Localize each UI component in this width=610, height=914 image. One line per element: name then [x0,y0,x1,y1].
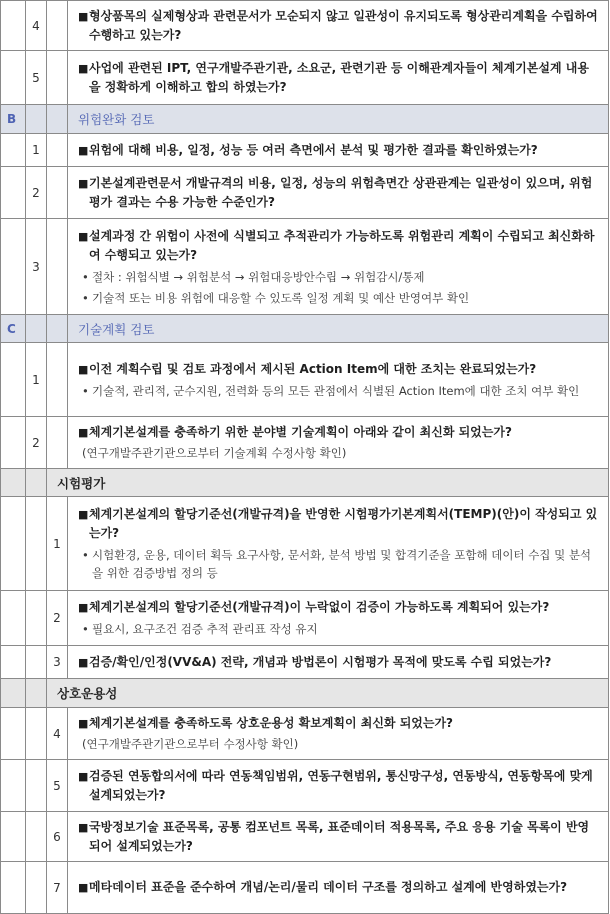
subsection-header-row [1,469,609,497]
item-number: 2 [26,167,47,219]
question: ■ 메타데이터 표준을 준수하여 개념/논리/물리 데이터 구조를 정의하고 설계에 반영하였는가? [78,880,568,894]
table-row [1,812,609,862]
section-letter: C [1,315,26,343]
subsection-title: 상호운용성 [47,679,609,708]
item-number: 3 [47,646,68,679]
table-row [1,862,609,914]
item-number: 5 [26,51,47,105]
question: ■ 형상품목의 실제형상과 관련문서가 모순되지 않고 일관성이 유지되도록 형상관리계획을 수립하여 수행하고 있는가? [78,8,598,42]
item-number: 1 [47,497,68,591]
section-header-row [1,315,609,343]
question: ■ 국방정보기술 표준목록, 공통 컴포넌트 목록, 표준데이터 적용목록, 주요 응용 기술 목록이 반영되어 설계되었는가? [78,819,590,853]
question: ■ 검증/확인/인정(VV&A) 전략, 개념과 방법론이 시험평가 목적에 맞도록 수립 되었는가? [78,654,552,669]
question: ■ 체계기본설계를 충족하기 위한 분야별 기술계획이 아래와 같이 최신화 되었는가? [78,425,512,439]
table-row [1,167,609,219]
item-number: 5 [47,760,68,812]
item-number: 4 [47,708,68,760]
question: ■ 체계기본설계를 충족하도록 상호운용성 확보계획이 최신화 되었는가? [78,716,454,730]
bullet-item: • 시험환경, 운용, 데이터 획득 요구사항, 문서화, 분석 방법 및 합격기준을 포함해 데이터 수집 및 분석을 위한 검증방법 정의 등 [82,548,592,580]
table-row [1,646,609,679]
item-number: 4 [26,1,47,51]
section-title: 기술계획 검토 [68,315,609,343]
table-row [1,497,609,591]
question: ■ 기본설계관련문서 개발규격의 비용, 일정, 성능의 위험측면간 상관관계는 일관성이 있으며, 위험평가 결과는 수용 가능한 수준인가? [78,175,593,209]
table-row [1,343,609,417]
bullet-item: • 기술적 또는 비용 위험에 대응할 수 있도록 일정 계획 및 예산 반영여부 확인 [82,290,470,305]
note: (연구개발주관기관으로부터 수정사항 확인) [82,737,299,751]
section-title: 위험완화 검토 [68,105,609,134]
table-row [1,591,609,646]
question: ■ 이전 계획수립 및 검토 과정에서 제시된 Action Item에 대한 조치는 완료되었는가? [78,361,537,376]
bullet-item: • 필요시, 요구조건 검증 추적 관리표 작성 유지 [82,622,318,636]
bullet-item: • 기술적, 관리적, 군수지원, 전력화 등의 모든 관점에서 식별된 Action Item에 대한 조치 여부 확인 [82,383,580,398]
item-number: 1 [26,134,47,167]
table-row [1,51,609,105]
table-row [1,708,609,760]
question: ■ 사업에 관련된 IPT, 연구개발주관기관, 소요군, 관련기관 등 이해관계자들이 체계기본설계 내용을 정확하게 이해하고 합의 하였는가? [78,60,589,94]
section-letter: B [1,105,26,134]
subsection-header-row [1,679,609,708]
question: ■ 설계과정 간 위험이 사전에 식별되고 추적관리가 가능하도록 위험관리 계획이 수립되고 최신화하여 수행되고 있는가? [78,228,595,262]
table-row [1,417,609,469]
question: ■ 검증된 연동합의서에 따라 연동책임범위, 연동구현범위, 통신망구성, 연동방식, 연동항목에 맞게 설계되었는가? [78,768,593,802]
item-number: 3 [26,219,47,315]
question: ■ 위험에 대해 비용, 일정, 성능 등 여러 측면에서 분석 및 평가한 결과를 확인하였는가? [78,142,538,157]
table-row [1,219,609,315]
item-number: 7 [47,862,68,914]
table-row [1,760,609,812]
bullet-item: • 절차 : 위험식별 → 위험분석 → 위험대응방안수립 → 위험감시/통제 [82,269,425,284]
item-number: 2 [26,417,47,469]
item-number: 2 [47,591,68,646]
section-header-row [1,105,609,134]
table-row [1,134,609,167]
question: ■ 체계기본설계의 할당기준선(개발규격)을 반영한 시험평가기본계획서(TEMP)(안)이 작성되고 있는가? [78,507,598,540]
subsection-title: 시험평가 [47,469,609,497]
item-number: 1 [26,343,47,417]
item-number: 6 [47,812,68,862]
question: ■ 체계기본설계의 할당기준선(개발규격)이 누락없이 검증이 가능하도록 계획되어 있는가? [78,600,550,614]
note: (연구개발주관기관으로부터 기술계획 수정사항 확인) [82,446,347,460]
table-row [1,1,609,51]
